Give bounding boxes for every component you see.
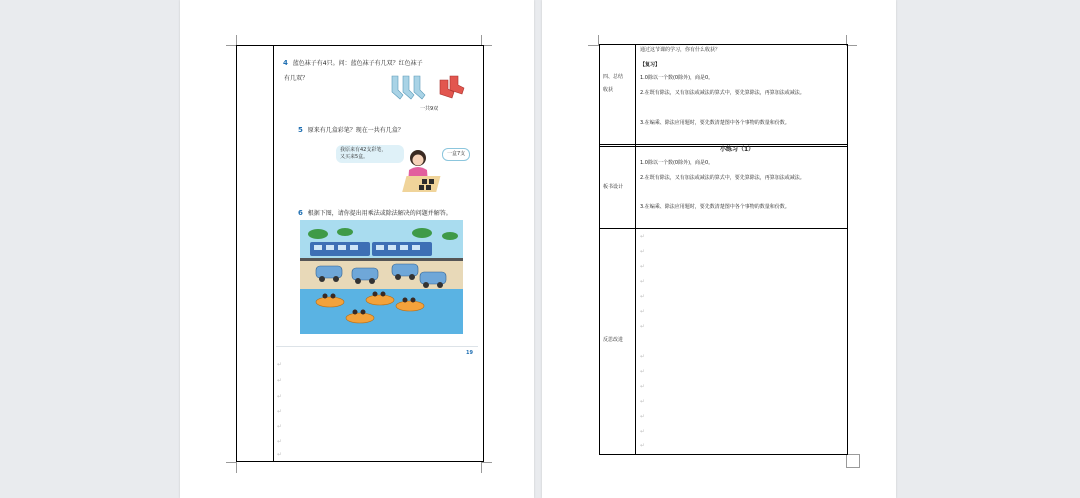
- crop-mark-bottom-right: [846, 454, 860, 468]
- board-line: 3.在编乘、除法应用题时，要先数清楚图中各个事物的数量和份数。: [640, 204, 790, 210]
- paragraph-mark: ↵: [640, 278, 646, 285]
- paragraph-mark: ↵: [640, 368, 646, 375]
- socks-caption: 一共9双: [420, 106, 439, 112]
- paragraph-mark: ↵: [277, 408, 283, 415]
- paragraph-mark: ↵: [277, 361, 283, 368]
- board-line: 1.0除以一个数(0除外)，商是0。: [640, 160, 714, 166]
- paragraph-mark: ↵: [640, 233, 646, 240]
- summary-line: 2.在既有除法，又有加法或减法的算式中，要先算除法，再算加法或减法。: [640, 90, 805, 96]
- paragraph-mark: ↵: [640, 383, 646, 390]
- paragraph-mark: ↵: [640, 398, 646, 405]
- table-row-divider: [599, 144, 847, 145]
- table-row-divider: [599, 228, 847, 229]
- summary-line: 1.0除以一个数(0除外)，商是0。: [640, 75, 714, 81]
- board-line: 2.在既有除法，又有加法或减法的算式中，要先算除法，再算加法或减法。: [640, 175, 805, 181]
- row-label-board: 板书设计: [603, 184, 624, 190]
- paragraph-mark: ↵: [640, 308, 646, 315]
- summary-line: 【复习】: [640, 62, 661, 68]
- paragraph-mark: ↵: [640, 428, 646, 435]
- socks-illustration: [388, 74, 468, 102]
- speech-bubble-right: 一盒7支: [442, 148, 470, 161]
- paragraph-mark: ↵: [640, 413, 646, 420]
- row-label-line: 四、总结: [603, 74, 624, 80]
- scene-illustration: [300, 220, 463, 334]
- crop-mark-bottom-right: [481, 462, 492, 473]
- question-text: 原来有几盒彩笔？现在一共有几盒？: [307, 127, 404, 134]
- paragraph-mark: ↵: [277, 451, 283, 458]
- crop-mark-bottom-left: [226, 462, 237, 473]
- bubble-line: 我原来有42支彩笔，: [340, 147, 387, 153]
- question-number: 6: [298, 209, 303, 217]
- paragraph-mark: ↵: [277, 438, 283, 445]
- paragraph-mark: ↵: [640, 323, 646, 330]
- question-4: [283, 58, 423, 67]
- paragraph-mark: ↵: [277, 423, 283, 430]
- question-text: 蓝色袜子有4只。问：蓝色袜子有几双？红色袜子: [292, 60, 423, 67]
- summary-line: 通过这节课的学习，你有什么收获？: [640, 47, 721, 53]
- question-text: 根据下图，请你提出用乘法或除法解决的问题并解答。: [307, 210, 452, 217]
- summary-line: 3.在编乘、除法应用题时，要先数清楚图中各个事物的数量和份数。: [640, 120, 790, 126]
- page-rule: [276, 346, 478, 347]
- question-number: 4: [283, 59, 288, 67]
- question-number: 5: [298, 126, 303, 134]
- speech-bubble-left: [336, 145, 404, 163]
- board-title: 小练习（1）: [720, 146, 755, 153]
- crop-mark-top-left: [588, 35, 599, 46]
- paragraph-mark: ↵: [640, 442, 646, 449]
- row-label-reflection: 反思改进: [603, 337, 624, 343]
- document-page-left: [180, 0, 534, 498]
- paragraph-mark: ↵: [277, 377, 283, 384]
- page-number: 19: [466, 350, 473, 356]
- paragraph-mark: ↵: [277, 393, 283, 400]
- question-text-line2: 有几双？: [284, 75, 309, 82]
- bubble-line: 又买来5盒。: [340, 154, 369, 160]
- row-label-summary: [603, 74, 623, 94]
- question-6: [298, 208, 452, 217]
- table-divider: [273, 45, 274, 461]
- lesson-table-right: [599, 44, 848, 455]
- paragraph-mark: ↵: [640, 248, 646, 255]
- girl-illustration: [400, 148, 452, 194]
- paragraph-mark: ↵: [640, 353, 646, 360]
- row-label-line: 收获: [603, 87, 614, 93]
- document-page-right: [542, 0, 896, 498]
- paragraph-mark: ↵: [640, 293, 646, 300]
- paragraph-mark: ↵: [640, 263, 646, 270]
- table-divider: [635, 44, 636, 454]
- question-5: [298, 125, 404, 134]
